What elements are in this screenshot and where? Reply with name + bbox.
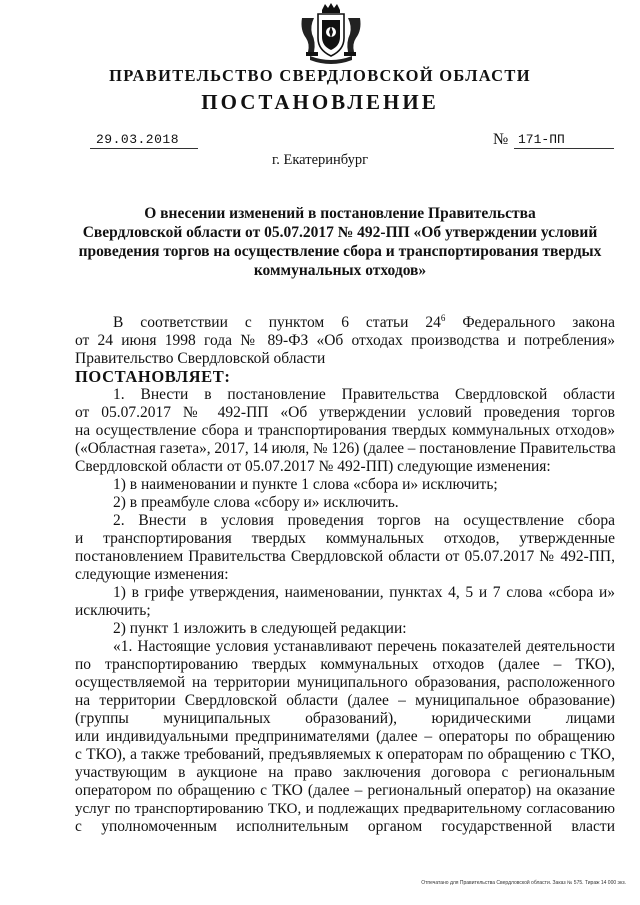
body-line: услуг по транспортированию ТКО, и подлежащих предварительному согласованию — [75, 801, 615, 817]
body-line-resolves: ПОСТАНОВЛЯЕТ: — [75, 367, 231, 386]
number-label: № — [493, 131, 509, 148]
body-line: с уполномоченным исполнительным органом государственной власти — [75, 818, 615, 835]
decree-heading — [60, 204, 620, 280]
heading-line: проведения торгов на осуществление сбора и транспортирования твердых — [78, 243, 602, 260]
body-line: 1) в грифе утверждения, наименовании, пунктах 4, 5 и 7 слова «сбора и» — [113, 584, 615, 601]
body-line: на территории Свердловской области (далее – муниципальное образование) — [75, 692, 615, 709]
body-line: постановлением Правительства Свердловской области от 05.07.2017 № 492-ПП, — [75, 548, 615, 565]
heading-line: коммунальных отходов» — [253, 262, 427, 279]
body-line: по транспортированию твердых коммунальных отходов (далее – ТКО), — [75, 656, 615, 673]
heading-line: О внесении изменений в постановление Правительства — [144, 205, 536, 222]
city: г. Екатеринбург — [271, 152, 369, 168]
body-line: от 05.07.2017 № 492-ПП «Об утверждении условий проведения торгов — [75, 404, 615, 421]
body-line: оператором по обращению с ТКО (далее – региональный оператор) на оказание — [75, 782, 615, 799]
body-line: «1. Настоящие условия устанавливают перечень показателей деятельности — [113, 638, 615, 655]
body-line: В соответствии с пунктом 6 статьи $24^6$ Федерального закона — [113, 313, 615, 331]
body-line: осуществляемой на территории муниципального образования, расположенного — [75, 674, 615, 691]
body-line: 2) пункт 1 изложить в следующей редакции: — [113, 620, 407, 637]
body-line: («Областная газета», 2017, 14 июля, № 126) (далее – постановление Правительства — [75, 440, 616, 457]
body-line: Правительство Свердловской области — [75, 350, 326, 367]
body-line: 2) в преамбуле слова «сбору и» исключить. — [113, 494, 399, 511]
body-line: следующие изменения: — [75, 566, 229, 583]
decree-number: 171-ПП — [514, 132, 614, 149]
body-line: участвующим в аукционе на право заключения договора с региональным — [75, 764, 615, 781]
body-line: исключить; — [75, 602, 151, 619]
body-line: от 24 июня 1998 года № 89-ФЗ «Об отходах производства и потребления» — [75, 332, 615, 349]
body-line: (группы муниципальных образований), юридическими лицами — [75, 710, 615, 727]
body-line: 1. Внести в постановление Правительства Свердловской области — [113, 386, 615, 403]
body-line: Свердловской области от 05.07.2017 № 492-ПП) следующие изменения: — [75, 458, 551, 475]
heading-line: Свердловской области от 05.07.2017 № 492-ПП «Об утверждении условий — [82, 224, 598, 241]
print-footer: Отпечатано для Правительства Свердловской области. Заказ № 575. Тираж 14 000 экз. — [421, 880, 626, 886]
body-line: на осуществление сбора и транспортирования твердых коммунальных отходов» — [75, 422, 615, 439]
body-line: и транспортирования твердых коммунальных отходов, утвержденные — [75, 530, 615, 547]
decree-date: 29.03.2018 — [90, 132, 198, 149]
government-title: ПРАВИТЕЛЬСТВО СВЕРДЛОВСКОЙ ОБЛАСТИ — [109, 66, 531, 85]
body-line: 2. Внести в условия проведения торгов на осуществление сбора — [113, 512, 615, 529]
body-line: 1) в наименовании и пункте 1 слова «сбора и» исключить; — [113, 476, 498, 493]
coat-of-arms-icon — [298, 2, 364, 64]
body-line: или индивидуальными предпринимателями (далее – операторы по обращению — [75, 728, 615, 745]
body-line: с ТКО), а также требований, предъявляемых к операторам по обращению с ТКО, — [75, 746, 615, 763]
decree-title: ПОСТАНОВЛЕНИЕ — [201, 90, 439, 114]
